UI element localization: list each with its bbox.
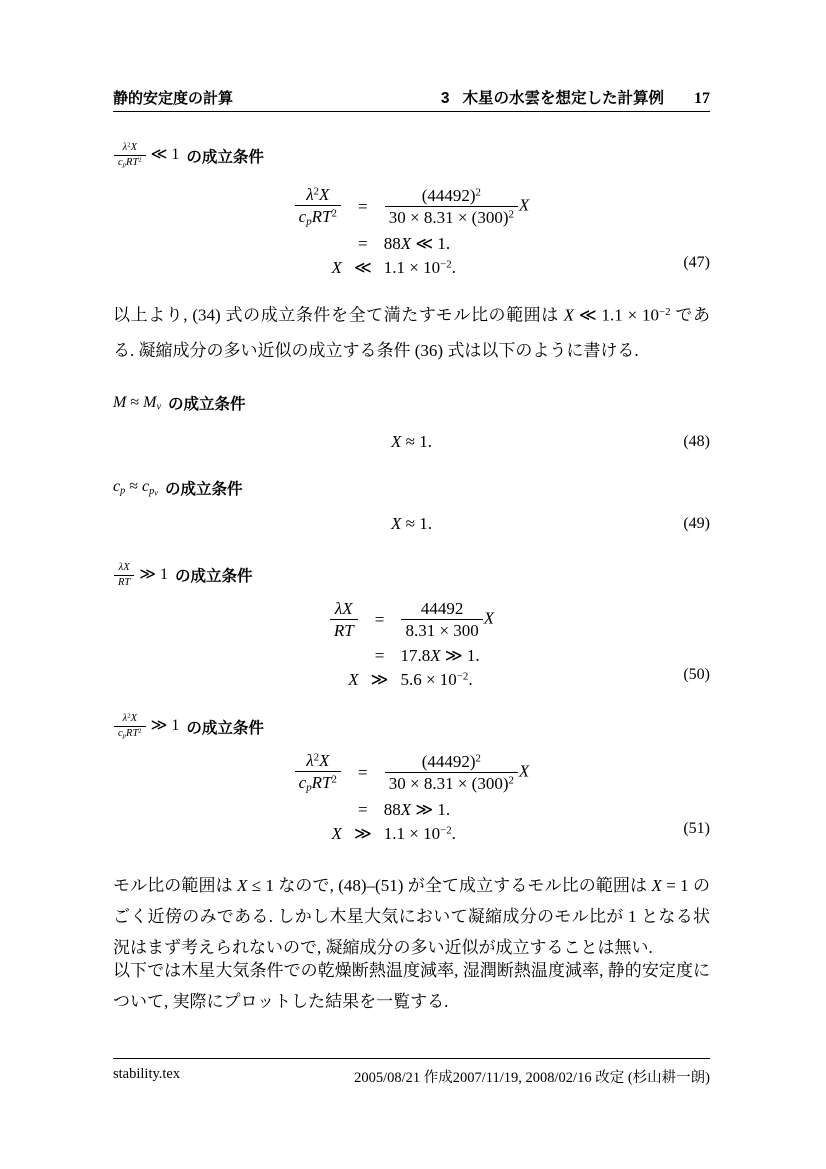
heading-label: の成立条件 <box>167 396 246 413</box>
footer-filename: stability.tex <box>113 1066 181 1082</box>
footer-rule <box>113 1058 710 1059</box>
equation-row <box>294 822 530 846</box>
page-header <box>113 86 710 108</box>
heading-label: の成立条件 <box>186 148 264 166</box>
equation-47 <box>113 182 710 280</box>
condition-heading-48 <box>113 392 710 414</box>
condition-heading-51 <box>113 712 710 741</box>
equation-rhs: 88X ≫ 1. <box>383 799 451 819</box>
heading-formula: $\frac{\lambda X}{RT}$ ≫ 1 <box>113 566 168 583</box>
equation-relation: = <box>358 762 368 782</box>
equation-relation: = <box>374 645 385 665</box>
equation-number: (49) <box>683 515 710 532</box>
equation-relation: = <box>358 196 368 216</box>
heading-formula: $\frac{\lambda^2X}{c_pRT^2}$ ≪ 1 <box>113 146 179 163</box>
body-paragraph-3: 以下では木星大気条件での乾燥断熱温度減率, 湿潤断熱温度減率, 静的安定度について, 実際にプロットした結果を一覧する. <box>113 961 710 1011</box>
equation-relation: = <box>374 609 385 629</box>
equation-number: (48) <box>683 433 710 450</box>
heading-formula: $M \approx M_v$ <box>113 393 161 413</box>
equation-lhs <box>294 798 342 822</box>
equation-lhs: X <box>331 257 342 277</box>
equation-lhs: X <box>348 669 359 689</box>
equation-rhs: $\frac{44492}{8.31 \times 300}$ X <box>400 596 494 644</box>
footer-revision-history: 2005/08/21 作成2007/11/19, 2008/02/16 改定 (杉山耕一朗) <box>354 1070 710 1086</box>
heading-label: の成立条件 <box>164 481 243 498</box>
equation-rhs: 88X ≪ 1. <box>383 233 451 253</box>
equation-formula: X ≈ 1. <box>391 514 432 533</box>
page-number: 17 <box>694 90 710 107</box>
equation-relation: = <box>358 799 368 819</box>
equation-49 <box>113 514 710 534</box>
equation-rhs: $1.1 \times 10^{-2}$. <box>383 823 456 843</box>
equation-lhs: $\frac{\lambda X}{RT}$ <box>329 596 359 644</box>
equation-row <box>294 182 530 232</box>
equation-row <box>329 668 494 692</box>
equation-row <box>294 798 530 822</box>
equation-rhs: $5.6 \times 10^{-2}$. <box>400 669 473 689</box>
equation-number: (51) <box>683 819 710 837</box>
equation-number: (50) <box>683 665 710 683</box>
condition-heading-50 <box>113 561 710 589</box>
equation-relation: ≪ <box>353 257 372 277</box>
heading-label: の成立条件 <box>186 719 264 737</box>
equation-lhs: X <box>331 823 342 843</box>
equation-row <box>294 232 530 256</box>
equation-50 <box>113 596 710 692</box>
equation-array <box>294 182 530 280</box>
equation-relation: ≫ <box>370 669 389 689</box>
header-rule <box>113 111 710 112</box>
equation-rhs: $\frac{(44492)^2}{30 \times 8.31 \times (300)^2}$ X <box>384 182 530 232</box>
section-title: 木星の水雲を想定した計算例 <box>462 90 664 107</box>
equation-array <box>294 748 530 846</box>
condition-heading-49 <box>113 477 710 499</box>
equation-row <box>294 748 530 798</box>
equation-row <box>329 596 494 644</box>
equation-array <box>329 596 494 692</box>
running-title: 静的安定度の計算 <box>113 90 234 107</box>
heading-formula: $c_p \approx c_{pv}$ <box>113 478 158 498</box>
equation-number: (47) <box>683 253 710 271</box>
equation-row <box>294 256 530 280</box>
heading-label: の成立条件 <box>175 568 253 586</box>
equation-48 <box>113 432 710 452</box>
equation-row <box>329 644 494 668</box>
equation-rhs: $\frac{(44492)^2}{30 \times 8.31 \times (300)^2}$ X <box>384 748 530 798</box>
body-paragraph-1: 以上より, (34) 式の成立条件を全て満たすモル比の範囲は X ≪ $1.1 \times 10^{-2}$ である. 凝縮成分の多い近似の成立する条件 (36) 式は以下のように書ける. <box>113 305 710 361</box>
equation-rhs: 17.8X ≫ 1. <box>400 645 480 665</box>
equation-formula: X ≈ 1. <box>391 432 432 451</box>
page-footer <box>113 1066 710 1087</box>
equation-lhs: $\frac{\lambda^2X}{c_pRT^2}$ <box>294 748 342 798</box>
heading-formula: $\frac{\lambda^2X}{c_pRT^2}$ ≫ 1 <box>113 717 179 734</box>
equation-lhs <box>294 232 342 256</box>
equation-relation: = <box>358 233 368 253</box>
equation-51 <box>113 748 710 846</box>
equation-relation: ≫ <box>353 823 372 843</box>
equation-lhs <box>329 644 359 668</box>
equation-rhs: $1.1 \times 10^{-2}$. <box>383 257 456 277</box>
section-number: 3 <box>440 90 450 107</box>
equation-lhs: $\frac{\lambda^2X}{c_pRT^2}$ <box>294 182 342 232</box>
condition-heading-47 <box>113 141 710 170</box>
body-paragraph-2: モル比の範囲は X ≤ 1 なので, (48)–(51) が全て成立するモル比の範囲は X = 1 のごく近傍のみである. しかし木星大気において凝縮成分のモル比が 1 となる状況はまず考えられないので, 凝縮成分の多い近似が成立することは無い. <box>113 876 710 957</box>
